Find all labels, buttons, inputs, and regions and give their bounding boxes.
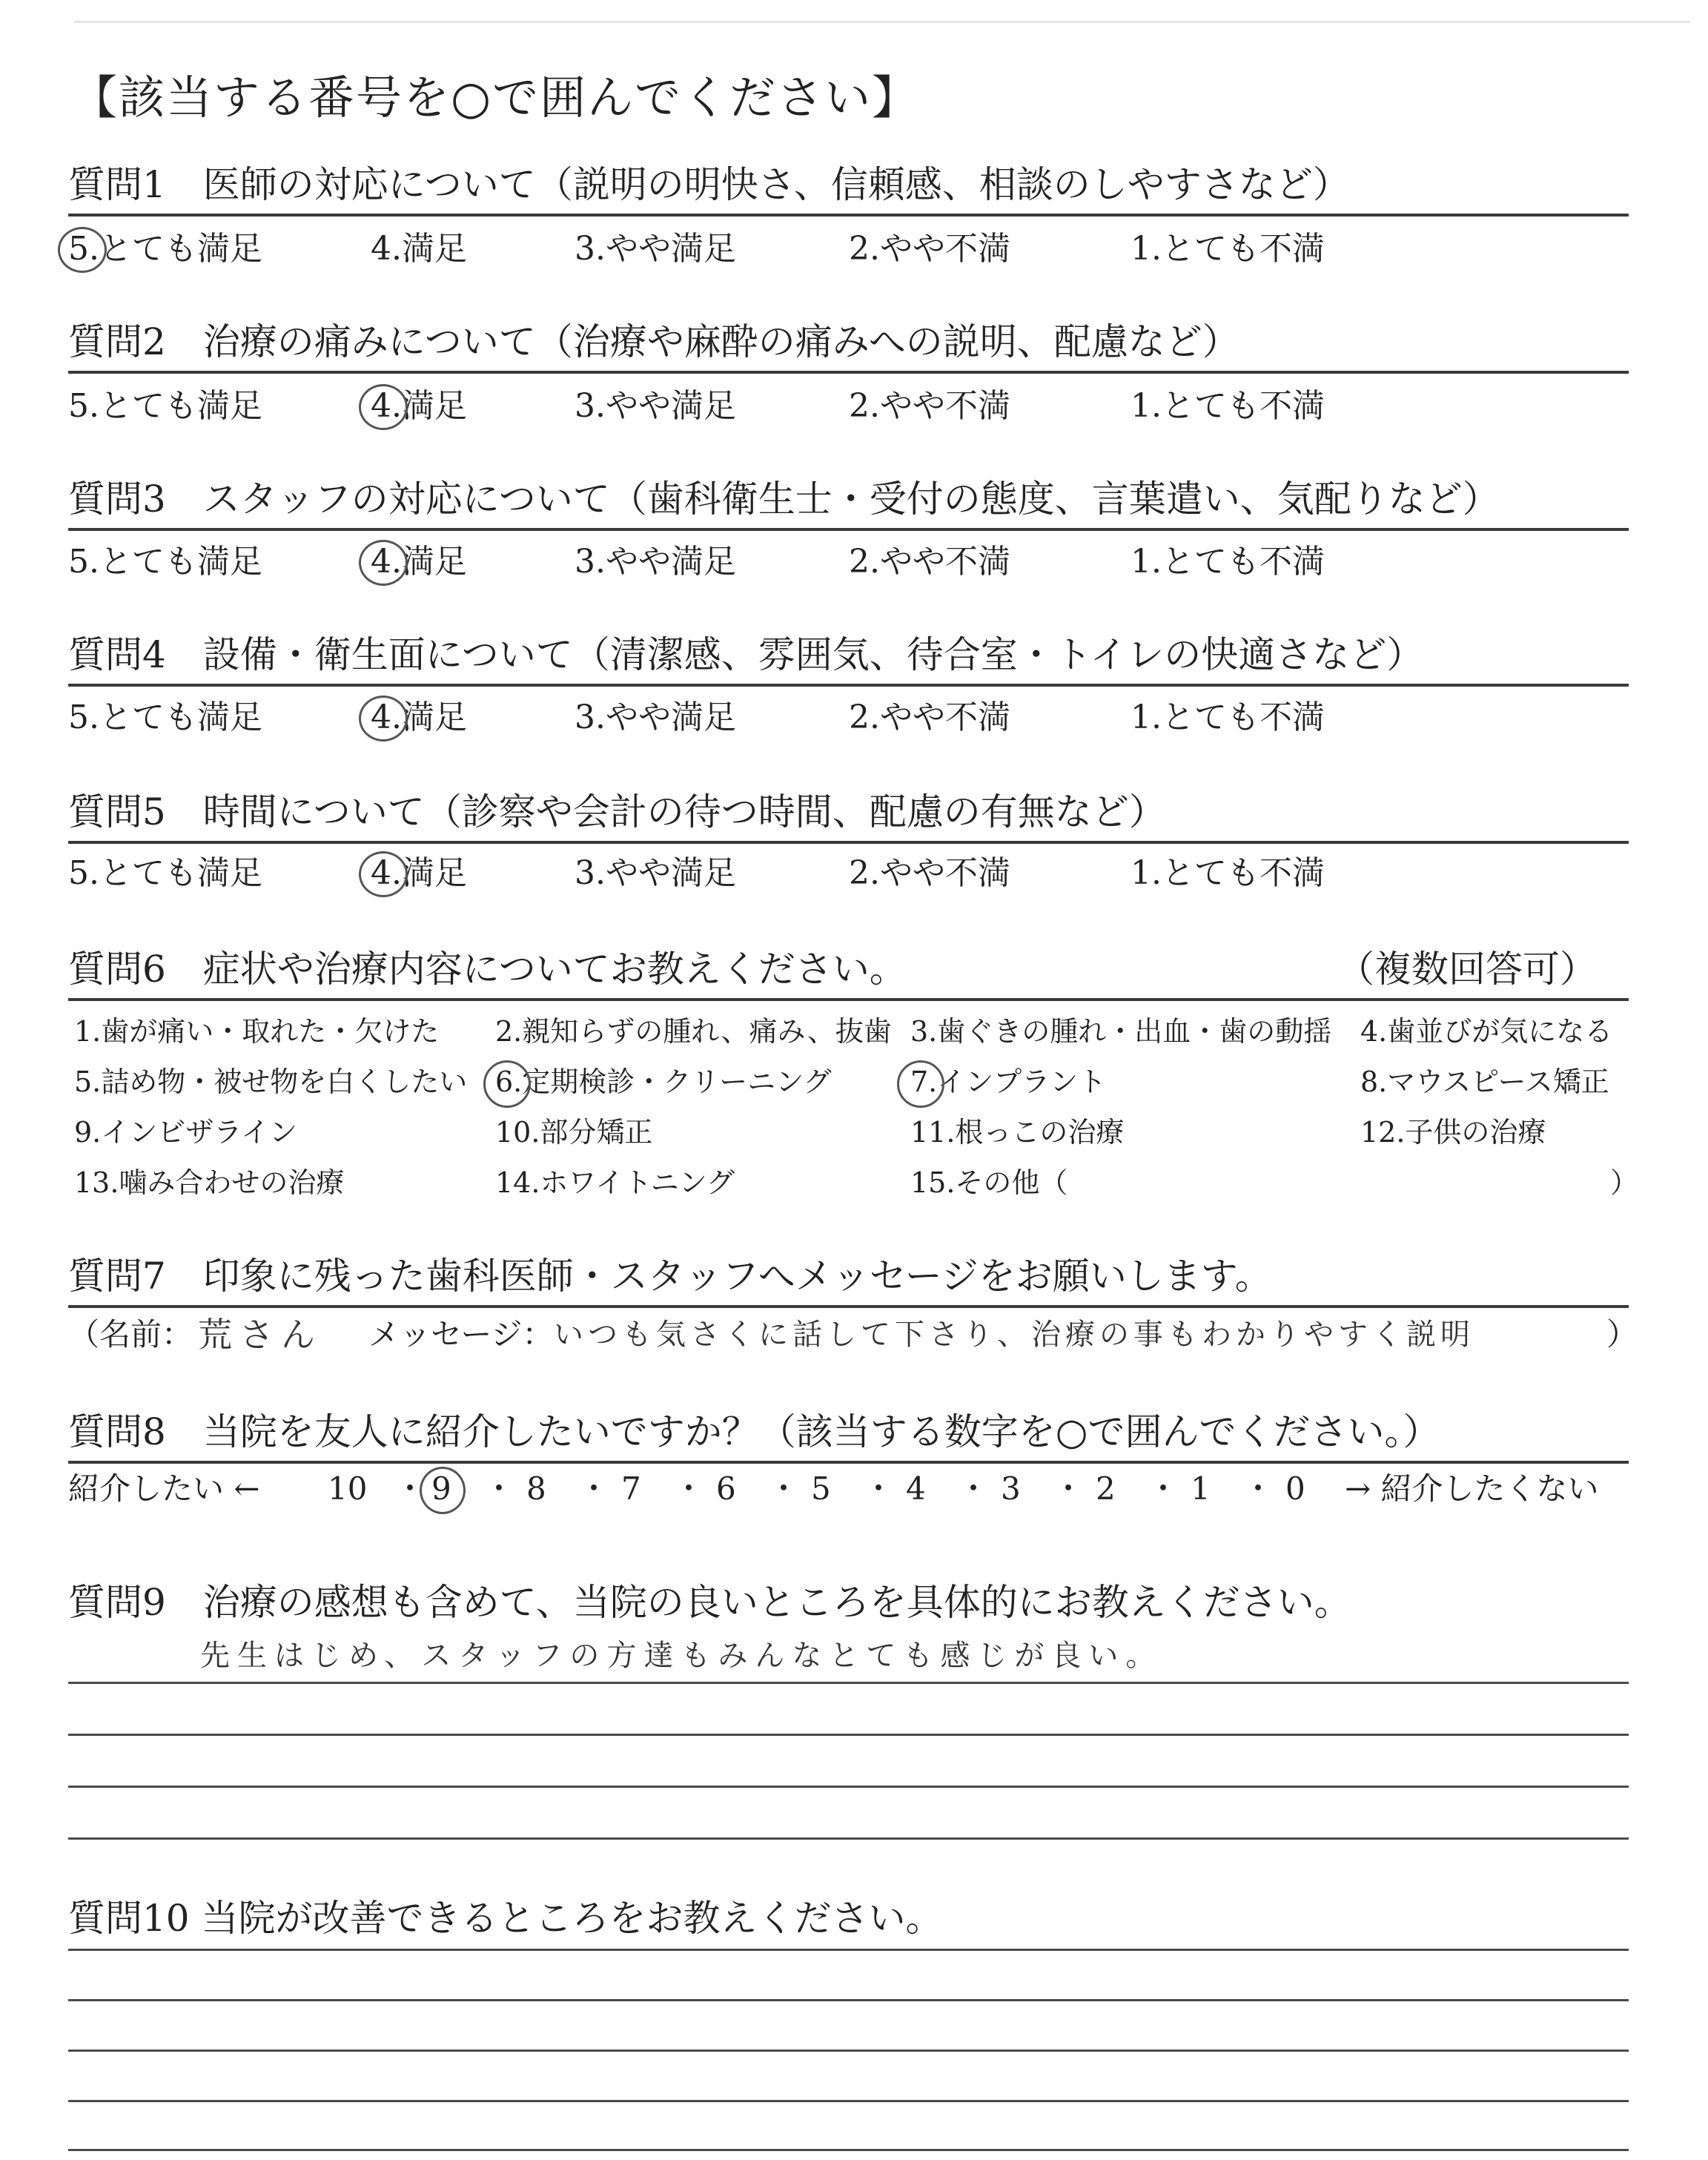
q8-separator: ・ bbox=[1053, 1470, 1085, 1507]
q2-option-4[interactable]: 4.満足 bbox=[371, 387, 467, 425]
q2-option-3[interactable]: 3.やや満足 bbox=[575, 387, 736, 425]
q8-scale-10[interactable]: 10 bbox=[328, 1470, 368, 1507]
q7-name-label: （名前： bbox=[68, 1316, 193, 1353]
q2-selected-circle bbox=[359, 384, 408, 430]
q1-option-3[interactable]: 3.やや満足 bbox=[575, 230, 736, 268]
q5-option-4[interactable]: 4.満足 bbox=[371, 854, 467, 892]
q5-selected-circle bbox=[359, 851, 408, 897]
q1-option-4[interactable]: 4.満足 bbox=[371, 230, 467, 268]
q8-scale-3[interactable]: 3 bbox=[1001, 1470, 1021, 1507]
q8-scale-9[interactable]: 9 bbox=[431, 1470, 451, 1507]
q1-option-2[interactable]: 2.やや不満 bbox=[849, 230, 1010, 268]
question-10-title: 質問10 当院が改善できるところをお教えください。 bbox=[68, 1897, 943, 1940]
q4-option-1[interactable]: 1.とても不満 bbox=[1131, 698, 1325, 736]
question-7-title: 質問7 印象に残った歯科医師・スタッフへメッセージをお願いします。 bbox=[68, 1255, 1272, 1298]
q6-item-11[interactable]: 11.根っこの治療 bbox=[910, 1116, 1125, 1149]
question-5-title: 質問5 時間について（診察や会計の待つ時間、配慮の有無など） bbox=[68, 790, 1166, 833]
q7-close-paren: ） bbox=[1606, 1316, 1638, 1353]
q8-scale-6[interactable]: 6 bbox=[716, 1470, 736, 1507]
q10-writing-line bbox=[68, 1949, 1629, 1951]
q6-selected-circle-6 bbox=[483, 1060, 531, 1108]
q7-message-label: メッセージ： bbox=[368, 1316, 554, 1353]
q4-option-2[interactable]: 2.やや不満 bbox=[849, 698, 1010, 736]
q10-writing-line bbox=[68, 2100, 1629, 2102]
q6-item-15[interactable]: 15.その他（ bbox=[910, 1166, 1068, 1199]
question-8-title: 質問8 当院を友人に紹介したいですか？（該当する数字を○で囲んでください。） bbox=[68, 1410, 1440, 1453]
q8-scale-8[interactable]: 8 bbox=[526, 1470, 546, 1507]
q3-option-2[interactable]: 2.やや不満 bbox=[849, 543, 1010, 581]
question-9-title: 質問9 治療の感想も含めて、当院の良いところを具体的にお教えください。 bbox=[68, 1581, 1351, 1624]
q6-item-5[interactable]: 5.詰め物・被せ物を白くしたい bbox=[74, 1066, 468, 1098]
q8-right-label: → 紹介したくない bbox=[1345, 1470, 1599, 1507]
question-6-title: 質問6 症状や治療内容についてお教えください。 bbox=[68, 948, 907, 991]
q9-answer[interactable]: 先生はじめ、スタッフの方達もみんなとても感じが良い。 bbox=[200, 1639, 1163, 1673]
question-5-options bbox=[0, 853, 1708, 899]
question-2-title: 質問2 治療の痛みについて（治療や麻酔の痛みへの説明、配慮など） bbox=[68, 320, 1239, 363]
q6-item-9[interactable]: 9.インビザライン bbox=[74, 1116, 298, 1149]
q8-scale-2[interactable]: 2 bbox=[1096, 1470, 1116, 1507]
q4-option-5[interactable]: 5.とても満足 bbox=[68, 698, 262, 736]
q3-option-4[interactable]: 4.満足 bbox=[371, 543, 467, 581]
q6-item-15-close: ） bbox=[1610, 1166, 1639, 1199]
q1-selected-circle bbox=[58, 227, 107, 273]
q6-item-8[interactable]: 8.マウスピース矯正 bbox=[1360, 1066, 1609, 1098]
question-3-title: 質問3 スタッフの対応について（歯科衛生士・受付の態度、言葉遣い、気配りなど） bbox=[68, 478, 1500, 521]
q8-separator: ・ bbox=[1242, 1470, 1274, 1507]
q6-item-6[interactable]: 6.定期検診・クリーニング bbox=[495, 1066, 832, 1098]
q6-item-10[interactable]: 10.部分矯正 bbox=[495, 1116, 653, 1149]
question-1-rule bbox=[68, 214, 1629, 217]
q9-writing-line bbox=[68, 1682, 1629, 1684]
question-2-rule bbox=[68, 371, 1629, 374]
q10-writing-line bbox=[68, 1999, 1629, 2001]
q9-writing-line bbox=[68, 1837, 1629, 1840]
question-6-multiple-note: （複数回答可） bbox=[1337, 948, 1597, 991]
q4-option-3[interactable]: 3.やや満足 bbox=[575, 698, 736, 736]
q7-message-row bbox=[68, 1312, 1638, 1360]
question-6-rule bbox=[68, 998, 1629, 1001]
q6-item-14[interactable]: 14.ホワイトニング bbox=[495, 1166, 735, 1199]
question-2-options bbox=[0, 386, 1708, 432]
top-edge-line bbox=[74, 21, 1690, 23]
q2-option-1[interactable]: 1.とても不満 bbox=[1131, 387, 1325, 425]
q8-left-label: 紹介したい ← bbox=[68, 1470, 260, 1507]
q3-option-1[interactable]: 1.とても不満 bbox=[1131, 543, 1325, 581]
question-4-title: 質問4 設備・衛生面について（清潔感、雰囲気、待合室・トイレの快適さなど） bbox=[68, 633, 1424, 676]
q7-message-value[interactable]: いつも気さくに話して下さり、治療の事もわかりやすく説明 bbox=[554, 1318, 1474, 1352]
q5-option-2[interactable]: 2.やや不満 bbox=[849, 854, 1010, 892]
question-3-options bbox=[0, 541, 1708, 587]
q9-writing-line bbox=[68, 1786, 1629, 1788]
question-5-rule bbox=[68, 841, 1629, 844]
q8-separator: ・ bbox=[1148, 1470, 1179, 1507]
question-3-rule bbox=[68, 528, 1629, 531]
q6-item-1[interactable]: 1.歯が痛い・取れた・欠けた bbox=[74, 1015, 440, 1048]
q4-selected-circle bbox=[359, 696, 408, 742]
q8-scale-7[interactable]: 7 bbox=[621, 1470, 641, 1507]
q8-selected-circle bbox=[420, 1467, 466, 1514]
q8-separator: ・ bbox=[394, 1470, 426, 1507]
q10-writing-line bbox=[68, 2050, 1629, 2052]
q8-scale-0[interactable]: 0 bbox=[1285, 1470, 1305, 1507]
q6-selected-circle-7 bbox=[897, 1060, 944, 1108]
q5-option-3[interactable]: 3.やや満足 bbox=[575, 854, 736, 892]
q2-option-2[interactable]: 2.やや不満 bbox=[849, 387, 1010, 425]
q5-option-5[interactable]: 5.とても満足 bbox=[68, 854, 262, 892]
q7-name-value[interactable]: 荒さん bbox=[198, 1315, 322, 1355]
q9-writing-line bbox=[68, 1734, 1629, 1736]
q8-separator: ・ bbox=[768, 1470, 800, 1507]
question-8-rule bbox=[68, 1461, 1629, 1464]
q1-option-5[interactable]: 5.とても満足 bbox=[68, 230, 262, 268]
q10-writing-line bbox=[68, 2149, 1629, 2151]
q8-separator: ・ bbox=[578, 1470, 610, 1507]
question-1-title: 質問1 医師の対応について（説明の明快さ、信頼感、相談のしやすさなど） bbox=[68, 163, 1350, 206]
q6-item-12[interactable]: 12.子供の治療 bbox=[1360, 1116, 1546, 1149]
q6-item-7[interactable]: 7.インプラント bbox=[910, 1066, 1107, 1098]
q6-item-3[interactable]: 3.歯ぐきの腫れ・出血・歯の動揺 bbox=[910, 1015, 1332, 1048]
q1-option-1[interactable]: 1.とても不満 bbox=[1131, 230, 1325, 268]
q8-scale-5[interactable]: 5 bbox=[811, 1470, 831, 1507]
q3-option-5[interactable]: 5.とても満足 bbox=[68, 543, 262, 581]
q8-separator: ・ bbox=[958, 1470, 990, 1507]
q8-scale-1[interactable]: 1 bbox=[1191, 1470, 1211, 1507]
q6-item-2[interactable]: 2.親知らずの腫れ、痛み、抜歯 bbox=[495, 1015, 892, 1048]
q3-option-3[interactable]: 3.やや満足 bbox=[575, 543, 736, 581]
q8-scale-4[interactable]: 4 bbox=[906, 1470, 926, 1507]
question-1-options bbox=[0, 228, 1708, 274]
q8-recommend-scale bbox=[68, 1467, 1647, 1514]
q8-separator: ・ bbox=[863, 1470, 895, 1507]
q5-option-1[interactable]: 1.とても不満 bbox=[1131, 854, 1325, 892]
q6-item-4[interactable]: 4.歯並びが気になる bbox=[1360, 1015, 1613, 1048]
question-4-rule bbox=[68, 684, 1629, 687]
q6-item-13[interactable]: 13.噛み合わせの治療 bbox=[74, 1166, 345, 1199]
question-7-rule bbox=[68, 1305, 1629, 1308]
q3-selected-circle bbox=[359, 540, 408, 586]
q4-option-4[interactable]: 4.満足 bbox=[371, 698, 467, 736]
q8-separator: ・ bbox=[673, 1470, 705, 1507]
instruction-header: 【該当する番号を○で囲んでください】 bbox=[71, 70, 920, 125]
q8-separator: ・ bbox=[483, 1470, 515, 1507]
q2-option-5[interactable]: 5.とても満足 bbox=[68, 387, 262, 425]
question-4-options bbox=[0, 697, 1708, 743]
